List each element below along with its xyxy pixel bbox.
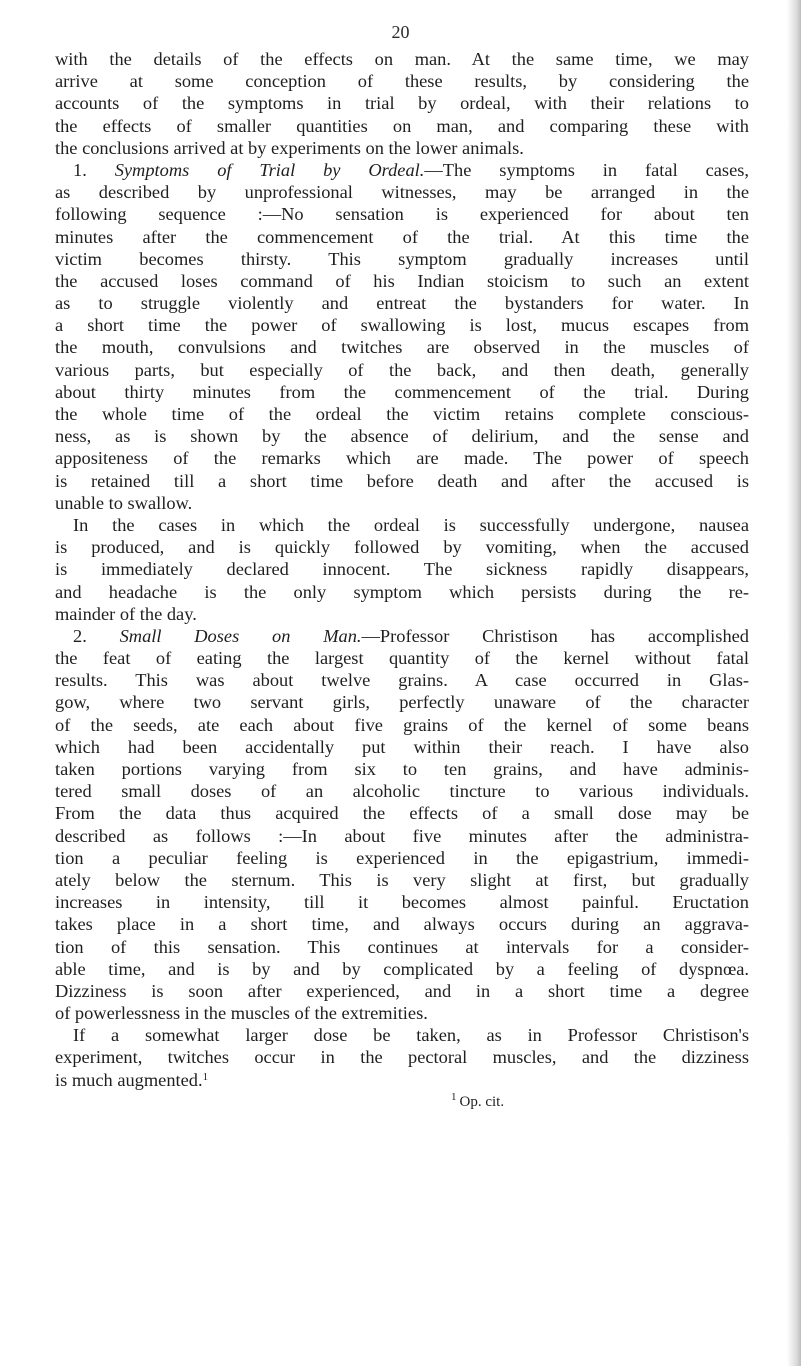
text-run: appositeness of the remarks which are made. The power of speech (55, 448, 749, 469)
text-run: which had been accidentally put within their reach. I have also (55, 736, 749, 757)
text-line (55, 248, 749, 270)
text-run: If a somewhat larger dose be taken, as in Professor Christison's (73, 1025, 749, 1046)
text-line (55, 425, 749, 447)
text-run: able time, and is by and by complicated by a feeling of dyspnœa. (55, 958, 749, 979)
page-number: 20 (391, 22, 410, 42)
text-line (55, 115, 749, 137)
text-run: minutes after the commencement of the trial. At this time the (55, 226, 749, 247)
text-run: 2. (73, 625, 120, 646)
text-line (55, 48, 749, 70)
text-line (55, 270, 749, 292)
text-line (55, 381, 749, 403)
text-line (55, 137, 749, 159)
text-run: tion a peculiar feeling is experienced in the epigastrium, immedi- (55, 847, 749, 868)
text-line (55, 159, 749, 181)
text-run: unable to swallow. (55, 492, 193, 513)
text-run: tered small doses of an alcoholic tincture to various individuals. (55, 781, 749, 802)
footnote-text: Op. cit. (459, 1093, 505, 1110)
text-line (55, 314, 749, 336)
text-run: of the seeds, ate each about five grains of the kernel of some beans (55, 714, 749, 735)
text-run: is much augmented. (55, 1069, 203, 1090)
text-run: ately below the sternum. This is very slight at first, but gradually (55, 869, 749, 890)
text-run: —Professor Christison has accomplished (361, 625, 749, 646)
text-run: and headache is the only symptom which persists during the re- (55, 581, 749, 602)
text-run: gow, where two servant girls, perfectly unaware of the character (55, 692, 749, 713)
text-run: takes place in a short time, and always occurs during an aggrava- (55, 914, 749, 935)
text-line (55, 359, 749, 381)
text-line (55, 1046, 749, 1068)
text-run: of powerlessness in the muscles of the extremities. (55, 1003, 428, 1024)
text-run: accounts of the symptoms in trial by ordeal, with their relations to (55, 93, 749, 114)
text-run: with the details of the effects on man. At the same time, we may (55, 49, 749, 69)
text-run: taken portions varying from six to ten grains, and have adminis- (55, 759, 749, 779)
text-line (55, 203, 749, 225)
text-run: results. This was about twelve grains. A case occurred in Glas- (55, 670, 749, 691)
text-line (55, 736, 749, 758)
text-run: is immediately declared innocent. The sickness rapidly disappears, (55, 559, 749, 580)
text-run: victim becomes thirsty. This symptom gradually increases until (55, 248, 749, 269)
text-line (55, 891, 749, 913)
text-line (55, 492, 749, 514)
text-line (55, 825, 749, 847)
text-run: the feat of eating the largest quantity of the kernel without fatal (55, 648, 749, 669)
text-run: From the data thus acquired the effects of a small dose may be (55, 803, 749, 824)
text-line (55, 958, 749, 980)
text-run: tion of this sensation. This continues at intervals for a consider- (55, 936, 749, 957)
text-line (55, 92, 749, 114)
text-run: about thirty minutes from the commencement of the trial. During (55, 381, 749, 402)
body-text (55, 48, 749, 1113)
text-run: as to struggle violently and entreat the bystanders for water. In (55, 293, 749, 314)
text-run: various parts, but especially of the back, and then death, generally (55, 359, 749, 380)
text-line (55, 1069, 749, 1091)
footnote (55, 1091, 749, 1113)
text-line (55, 780, 749, 802)
text-line (55, 1024, 749, 1046)
text-run: the whole time of the ordeal the victim retains complete conscious- (55, 404, 749, 424)
text-run: arrive at some conception of these results, by considering the (55, 71, 749, 92)
text-line (55, 980, 749, 1002)
text-line (55, 869, 749, 891)
text-line (55, 447, 749, 469)
text-line (55, 336, 749, 358)
text-line (55, 758, 749, 780)
page-edge-shadow (787, 0, 801, 1366)
text-line (55, 581, 749, 603)
text-line (55, 669, 749, 691)
text-run: as described by unprofessional witnesses, may be arranged in the (55, 182, 749, 203)
text-line (55, 514, 749, 536)
text-run: the accused loses command of his Indian stoicism to such an extent (55, 270, 749, 291)
footnote-reference: 1 (202, 1070, 209, 1083)
text-run: is retained till a short time before death and after the accused is (55, 470, 749, 491)
text-line (55, 403, 749, 425)
text-line (55, 226, 749, 248)
text-run: is produced, and is quickly followed by vomiting, when the accused (55, 537, 749, 558)
text-line (55, 470, 749, 492)
text-line (55, 558, 749, 580)
text-line (55, 1002, 749, 1024)
text-run: In the cases in which the ordeal is successfully undergone, nausea (73, 514, 749, 535)
italic-heading: Small Doses on Man. (119, 625, 362, 646)
italic-heading: Symptoms of Trial by Ordeal. (114, 159, 425, 180)
text-line (55, 847, 749, 869)
text-run: a short time the power of swallowing is lost, mucus escapes from (55, 315, 749, 336)
text-line (55, 691, 749, 713)
text-line (55, 625, 749, 647)
text-line (55, 936, 749, 958)
text-line (55, 647, 749, 669)
text-run: the effects of smaller quantities on man, and comparing these with (55, 115, 749, 136)
text-run: 1. (73, 159, 115, 180)
text-run: the mouth, convulsions and twitches are observed in the muscles of (55, 337, 749, 358)
text-run: increases in intensity, till it becomes almost painful. Eructation (55, 892, 749, 913)
text-run: mainder of the day. (55, 603, 197, 624)
text-line (55, 292, 749, 314)
text-run: following sequence :—No sensation is experienced for about ten (55, 204, 749, 225)
text-run: ness, as is shown by the absence of delirium, and the sense and (55, 426, 749, 447)
text-line (55, 802, 749, 824)
text-line (55, 70, 749, 92)
text-run: described as follows :—In about five minutes after the administra- (55, 825, 749, 846)
text-run: Dizziness is soon after experienced, and in a short time a degree (55, 980, 749, 1001)
text-line (55, 714, 749, 736)
text-line (55, 913, 749, 935)
text-line (55, 536, 749, 558)
footnote-marker: 1 (451, 1090, 457, 1103)
text-line (55, 603, 749, 625)
text-run: experiment, twitches occur in the pectoral muscles, and the dizziness (55, 1047, 749, 1068)
text-line (55, 181, 749, 203)
text-run: —The symptoms in fatal cases, (424, 159, 749, 180)
text-run: the conclusions arrived at by experiments on the lower animals. (55, 137, 524, 158)
